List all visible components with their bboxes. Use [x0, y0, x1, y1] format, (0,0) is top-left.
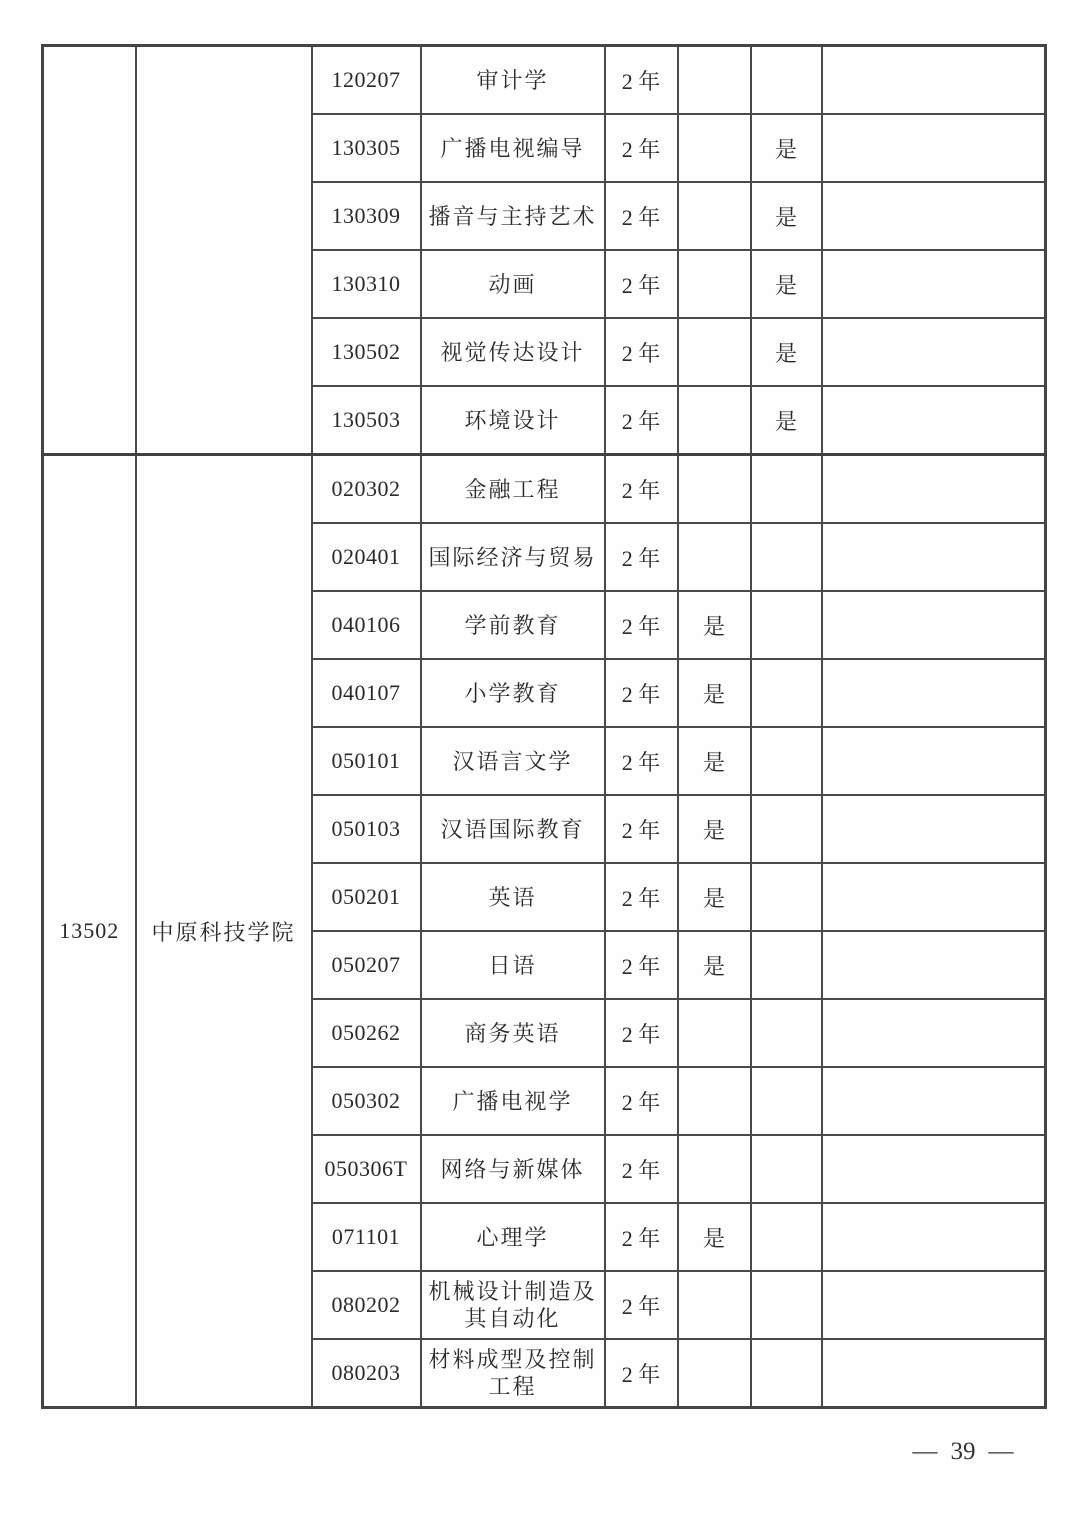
- flag-b-cell: [751, 1271, 822, 1339]
- majors-table: [41, 44, 1047, 1409]
- duration-cell: 2 年: [605, 999, 678, 1067]
- flag-b-cell: [751, 659, 822, 727]
- flag-b-cell: 是: [751, 318, 822, 386]
- flag-b-cell: [751, 1203, 822, 1271]
- remark-cell: [822, 999, 1046, 1067]
- remark-cell: [822, 455, 1046, 524]
- major-name-cell: 英语: [421, 863, 605, 931]
- table-row: [43, 455, 1046, 524]
- remark-cell: [822, 591, 1046, 659]
- major-name-cell: 国际经济与贸易: [421, 523, 605, 591]
- major-name-cell: 材料成型及控制工程: [421, 1339, 605, 1408]
- flag-a-cell: 是: [678, 1203, 751, 1271]
- flag-a-cell: [678, 999, 751, 1067]
- page-number-dash-left: —: [912, 1438, 938, 1465]
- flag-b-cell: [751, 795, 822, 863]
- remark-cell: [822, 318, 1046, 386]
- remark-cell: [822, 1271, 1046, 1339]
- flag-a-cell: [678, 1339, 751, 1408]
- duration-cell: 2 年: [605, 46, 678, 115]
- flag-b-cell: [751, 455, 822, 524]
- flag-b-cell: [751, 1339, 822, 1408]
- flag-b-cell: 是: [751, 386, 822, 455]
- major-code-cell: 120207: [312, 46, 421, 115]
- flag-b-cell: 是: [751, 250, 822, 318]
- major-code-cell: 050101: [312, 727, 421, 795]
- remark-cell: [822, 1135, 1046, 1203]
- major-code-cell: 130309: [312, 182, 421, 250]
- remark-cell: [822, 182, 1046, 250]
- duration-cell: 2 年: [605, 250, 678, 318]
- major-name-cell: 审计学: [421, 46, 605, 115]
- major-name-cell: 视觉传达设计: [421, 318, 605, 386]
- flag-a-cell: [678, 1067, 751, 1135]
- remark-cell: [822, 1339, 1046, 1408]
- flag-a-cell: 是: [678, 727, 751, 795]
- duration-cell: 2 年: [605, 182, 678, 250]
- major-code-cell: 130503: [312, 386, 421, 455]
- remark-cell: [822, 46, 1046, 115]
- flag-a-cell: 是: [678, 795, 751, 863]
- major-name-cell: 心理学: [421, 1203, 605, 1271]
- flag-b-cell: [751, 46, 822, 115]
- flag-b-cell: [751, 999, 822, 1067]
- remark-cell: [822, 1203, 1046, 1271]
- duration-cell: 2 年: [605, 931, 678, 999]
- major-name-cell: 日语: [421, 931, 605, 999]
- flag-a-cell: [678, 250, 751, 318]
- remark-cell: [822, 114, 1046, 182]
- flag-a-cell: [678, 455, 751, 524]
- major-name-cell: 动画: [421, 250, 605, 318]
- major-name-cell: 商务英语: [421, 999, 605, 1067]
- major-code-cell: 050306T: [312, 1135, 421, 1203]
- flag-b-cell: 是: [751, 114, 822, 182]
- school-code-cell: 13502: [43, 455, 136, 1408]
- flag-b-cell: [751, 1067, 822, 1135]
- remark-cell: [822, 659, 1046, 727]
- duration-cell: 2 年: [605, 1067, 678, 1135]
- major-code-cell: 080202: [312, 1271, 421, 1339]
- duration-cell: 2 年: [605, 659, 678, 727]
- duration-cell: 2 年: [605, 1339, 678, 1408]
- major-code-cell: 040106: [312, 591, 421, 659]
- duration-cell: 2 年: [605, 318, 678, 386]
- duration-cell: 2 年: [605, 114, 678, 182]
- major-code-cell: 020302: [312, 455, 421, 524]
- major-name-cell: 广播电视学: [421, 1067, 605, 1135]
- remark-cell: [822, 250, 1046, 318]
- major-name-cell: 学前教育: [421, 591, 605, 659]
- flag-a-cell: [678, 386, 751, 455]
- school-name-cell: [136, 46, 312, 455]
- remark-cell: [822, 931, 1046, 999]
- flag-a-cell: [678, 523, 751, 591]
- flag-a-cell: [678, 114, 751, 182]
- major-code-cell: 050302: [312, 1067, 421, 1135]
- major-code-cell: 050201: [312, 863, 421, 931]
- remark-cell: [822, 386, 1046, 455]
- major-code-cell: 130305: [312, 114, 421, 182]
- flag-b-cell: [751, 523, 822, 591]
- major-name-cell: 金融工程: [421, 455, 605, 524]
- page-number-dash-right: —: [988, 1438, 1014, 1465]
- major-name-cell: 汉语国际教育: [421, 795, 605, 863]
- flag-b-cell: 是: [751, 182, 822, 250]
- flag-a-cell: [678, 182, 751, 250]
- school-code-cell: [43, 46, 136, 455]
- flag-a-cell: [678, 318, 751, 386]
- flag-b-cell: [751, 727, 822, 795]
- major-code-cell: 040107: [312, 659, 421, 727]
- major-code-cell: 020401: [312, 523, 421, 591]
- major-name-cell: 广播电视编导: [421, 114, 605, 182]
- remark-cell: [822, 523, 1046, 591]
- major-name-cell: 汉语言文学: [421, 727, 605, 795]
- school-name-cell: 中原科技学院: [136, 455, 312, 1408]
- flag-b-cell: [751, 591, 822, 659]
- flag-a-cell: 是: [678, 931, 751, 999]
- flag-b-cell: [751, 863, 822, 931]
- flag-a-cell: [678, 46, 751, 115]
- duration-cell: 2 年: [605, 1203, 678, 1271]
- duration-cell: 2 年: [605, 1135, 678, 1203]
- major-code-cell: 050103: [312, 795, 421, 863]
- flag-a-cell: [678, 1135, 751, 1203]
- remark-cell: [822, 1067, 1046, 1135]
- major-name-cell: 网络与新媒体: [421, 1135, 605, 1203]
- flag-a-cell: 是: [678, 591, 751, 659]
- major-code-cell: 130502: [312, 318, 421, 386]
- major-name-cell: 小学教育: [421, 659, 605, 727]
- major-code-cell: 050207: [312, 931, 421, 999]
- major-code-cell: 130310: [312, 250, 421, 318]
- major-code-cell: 050262: [312, 999, 421, 1067]
- flag-a-cell: 是: [678, 863, 751, 931]
- remark-cell: [822, 795, 1046, 863]
- major-name-cell: 播音与主持艺术: [421, 182, 605, 250]
- flag-b-cell: [751, 931, 822, 999]
- duration-cell: 2 年: [605, 386, 678, 455]
- table-row: [43, 46, 1046, 115]
- duration-cell: 2 年: [605, 1271, 678, 1339]
- flag-a-cell: [678, 1271, 751, 1339]
- major-name-cell: 机械设计制造及其自动化: [421, 1271, 605, 1339]
- duration-cell: 2 年: [605, 591, 678, 659]
- page-number: [893, 1438, 1033, 1466]
- duration-cell: 2 年: [605, 863, 678, 931]
- remark-cell: [822, 863, 1046, 931]
- duration-cell: 2 年: [605, 455, 678, 524]
- flag-b-cell: [751, 1135, 822, 1203]
- page-number-value: 39: [950, 1438, 976, 1465]
- duration-cell: 2 年: [605, 523, 678, 591]
- flag-a-cell: 是: [678, 659, 751, 727]
- remark-cell: [822, 727, 1046, 795]
- major-code-cell: 071101: [312, 1203, 421, 1271]
- duration-cell: 2 年: [605, 795, 678, 863]
- major-name-cell: 环境设计: [421, 386, 605, 455]
- duration-cell: 2 年: [605, 727, 678, 795]
- major-code-cell: 080203: [312, 1339, 421, 1408]
